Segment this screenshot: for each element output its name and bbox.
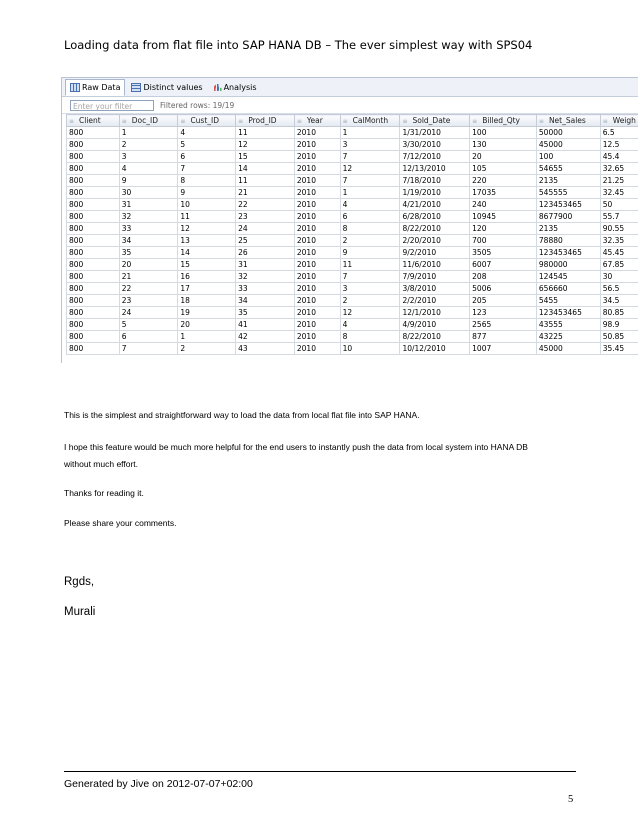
table-cell: 10 (340, 343, 400, 355)
table-cell: 800 (67, 247, 120, 259)
table-cell: 19 (178, 307, 236, 319)
table-cell: 11 (236, 127, 295, 139)
table-cell: 78880 (536, 235, 600, 247)
signoff-regards: Rgds, (64, 576, 95, 588)
grid-header-row (67, 115, 638, 127)
table-row[interactable] (67, 235, 638, 247)
column-type-icon: ≡ (538, 118, 544, 125)
table-cell: 2 (119, 139, 178, 151)
table-cell: 10/12/2010 (400, 343, 470, 355)
table-row[interactable] (67, 271, 638, 283)
table-cell: 124545 (536, 271, 600, 283)
table-row[interactable] (67, 223, 638, 235)
table-cell: 8677900 (536, 211, 600, 223)
table-cell: 8/22/2010 (400, 331, 470, 343)
table-cell: 4 (119, 163, 178, 175)
data-grid (66, 114, 638, 355)
table-cell: 9 (340, 247, 400, 259)
table-cell: 6/28/2010 (400, 211, 470, 223)
table-cell: 800 (67, 283, 120, 295)
table-cell: 6.5 (600, 127, 638, 139)
table-cell: 2010 (294, 307, 340, 319)
table-cell: 2010 (294, 247, 340, 259)
table-cell: 2010 (294, 223, 340, 235)
table-cell: 7/18/2010 (400, 175, 470, 187)
table-cell: 5455 (536, 295, 600, 307)
document-title: Loading data from flat file into SAP HANA DB – The ever simplest way with SPS04 (64, 38, 533, 52)
table-cell: 14 (178, 247, 236, 259)
table-cell: 12 (340, 163, 400, 175)
table-cell: 10 (178, 199, 236, 211)
table-cell: 45.45 (600, 247, 638, 259)
table-cell: 7/9/2010 (400, 271, 470, 283)
table-cell: 2565 (470, 319, 537, 331)
column-header-label: Weigh (612, 116, 636, 125)
table-cell: 34 (119, 235, 178, 247)
table-cell: 56.5 (600, 283, 638, 295)
column-header-label: Cust_ID (190, 116, 220, 125)
table-cell: 5 (119, 319, 178, 331)
table-cell: 11/6/2010 (400, 259, 470, 271)
table-cell: 8 (340, 331, 400, 343)
table-cell: 800 (67, 211, 120, 223)
table-cell: 100 (536, 151, 600, 163)
table-cell: 50 (600, 199, 638, 211)
filter-bar (62, 97, 638, 114)
table-cell: 205 (470, 295, 537, 307)
table-cell: 800 (67, 163, 120, 175)
table-cell: 800 (67, 223, 120, 235)
table-cell: 43225 (536, 331, 600, 343)
table-cell: 35 (119, 247, 178, 259)
table-cell: 4 (340, 199, 400, 211)
data-preview-screenshot (61, 77, 638, 363)
column-header[interactable] (294, 115, 340, 127)
table-cell: 980000 (536, 259, 600, 271)
table-cell: 7 (340, 175, 400, 187)
table-cell: 800 (67, 295, 120, 307)
table-cell: 6 (340, 211, 400, 223)
table-cell: 12.5 (600, 139, 638, 151)
table-cell: 6 (119, 331, 178, 343)
table-cell: 11 (340, 259, 400, 271)
table-row[interactable] (67, 187, 638, 199)
table-cell: 2010 (294, 211, 340, 223)
tab-raw-data[interactable] (65, 79, 125, 96)
column-header[interactable] (67, 115, 120, 127)
table-cell: 2/20/2010 (400, 235, 470, 247)
table-cell: 3505 (470, 247, 537, 259)
footer-generated-by: Generated by Jive on 2012-07-07+02:00 (64, 778, 253, 790)
table-cell: 800 (67, 127, 120, 139)
table-cell: 8 (340, 223, 400, 235)
table-cell: 1 (340, 187, 400, 199)
table-cell: 7 (119, 343, 178, 355)
table-cell: 12 (236, 139, 295, 151)
table-cell: 20 (178, 319, 236, 331)
grid-icon (70, 83, 80, 92)
table-cell: 7 (178, 163, 236, 175)
table-cell: 24 (119, 307, 178, 319)
table-row[interactable] (67, 139, 638, 151)
table-cell: 6 (178, 151, 236, 163)
column-type-icon: ≡ (69, 118, 75, 125)
filter-input[interactable]: Enter your filter (70, 100, 154, 111)
table-cell: 11 (236, 175, 295, 187)
paragraph-thanks: Thanks for reading it. (64, 488, 144, 498)
preview-tab-bar (62, 78, 638, 97)
table-row[interactable] (67, 283, 638, 295)
table-cell: 32.65 (600, 163, 638, 175)
table-cell: 123453465 (536, 247, 600, 259)
table-cell: 16 (178, 271, 236, 283)
tab-raw-data-label: Raw Data (82, 83, 121, 92)
column-header[interactable] (340, 115, 400, 127)
table-row[interactable] (67, 343, 638, 355)
table-cell: 9 (178, 187, 236, 199)
column-header-label: Doc_ID (131, 116, 158, 125)
paragraph-hope-line-1: I hope this feature would be much more helpful for the end users to instantly push the data from local system into HANA DB (64, 442, 528, 452)
table-row[interactable] (67, 295, 638, 307)
table-cell: 23 (236, 211, 295, 223)
table-cell: 10945 (470, 211, 537, 223)
page-number: 5 (568, 794, 574, 805)
tab-distinct-values-label: Distinct values (143, 83, 203, 92)
table-cell: 240 (470, 199, 537, 211)
column-type-icon: ≡ (602, 118, 608, 125)
table-cell: 32.45 (600, 187, 638, 199)
column-header[interactable] (470, 115, 537, 127)
table-row[interactable] (67, 163, 638, 175)
table-cell: 800 (67, 259, 120, 271)
table-cell: 42 (236, 331, 295, 343)
table-cell: 2/2/2010 (400, 295, 470, 307)
column-header[interactable] (119, 115, 178, 127)
table-cell: 34.5 (600, 295, 638, 307)
table-cell: 123 (470, 307, 537, 319)
table-cell: 32.35 (600, 235, 638, 247)
table-cell: 20 (119, 259, 178, 271)
table-cell: 22 (236, 199, 295, 211)
table-cell: 1 (178, 331, 236, 343)
table-cell: 2135 (536, 175, 600, 187)
analysis-chart-icon (214, 84, 222, 91)
table-cell: 2010 (294, 187, 340, 199)
table-cell: 54655 (536, 163, 600, 175)
table-cell: 130 (470, 139, 537, 151)
table-cell: 1 (340, 127, 400, 139)
table-cell: 35 (236, 307, 295, 319)
table-cell: 2010 (294, 199, 340, 211)
tab-distinct-values[interactable] (126, 79, 207, 96)
table-cell: 800 (67, 343, 120, 355)
column-header[interactable] (400, 115, 470, 127)
table-cell: 2 (340, 235, 400, 247)
table-cell: 17 (178, 283, 236, 295)
table-cell: 4 (178, 127, 236, 139)
table-cell: 8 (178, 175, 236, 187)
table-cell: 15 (236, 151, 295, 163)
grid-body (67, 127, 638, 355)
table-cell: 2010 (294, 295, 340, 307)
table-cell: 7 (340, 151, 400, 163)
table-cell: 18 (178, 295, 236, 307)
table-cell: 34 (236, 295, 295, 307)
table-cell: 67.85 (600, 259, 638, 271)
column-header-label: CalMonth (352, 116, 389, 125)
table-cell: 2 (178, 343, 236, 355)
column-header[interactable] (178, 115, 236, 127)
table-row[interactable] (67, 247, 638, 259)
table-row[interactable] (67, 211, 638, 223)
table-row[interactable] (67, 199, 638, 211)
table-cell: 7 (340, 271, 400, 283)
table-cell: 45.4 (600, 151, 638, 163)
table-cell: 2010 (294, 331, 340, 343)
table-row[interactable] (67, 331, 638, 343)
table-cell: 45000 (536, 139, 600, 151)
table-cell: 800 (67, 175, 120, 187)
table-cell: 50000 (536, 127, 600, 139)
table-cell: 25 (236, 235, 295, 247)
table-row[interactable] (67, 175, 638, 187)
table-cell: 1/19/2010 (400, 187, 470, 199)
table-cell: 100 (470, 127, 537, 139)
table-cell: 700 (470, 235, 537, 247)
table-cell: 21 (119, 271, 178, 283)
table-cell: 6007 (470, 259, 537, 271)
table-cell: 1/31/2010 (400, 127, 470, 139)
table-cell: 11 (178, 211, 236, 223)
column-header[interactable] (236, 115, 295, 127)
table-cell: 33 (236, 283, 295, 295)
table-cell: 14 (236, 163, 295, 175)
table-cell: 98.9 (600, 319, 638, 331)
table-cell: 3 (119, 151, 178, 163)
paragraph-share-comments: Please share your comments. (64, 518, 177, 528)
column-type-icon: ≡ (238, 118, 244, 125)
filtered-rows-count: Filtered rows: 19/19 (160, 100, 235, 110)
table-cell: 32 (119, 211, 178, 223)
table-cell: 20 (470, 151, 537, 163)
table-cell: 90.55 (600, 223, 638, 235)
table-cell: 4/9/2010 (400, 319, 470, 331)
table-cell: 800 (67, 187, 120, 199)
table-cell: 800 (67, 319, 120, 331)
table-cell: 2010 (294, 235, 340, 247)
table-cell: 32 (236, 271, 295, 283)
table-cell: 2 (340, 295, 400, 307)
column-type-icon: ≡ (402, 118, 408, 125)
table-cell: 9 (119, 175, 178, 187)
table-cell: 800 (67, 139, 120, 151)
table-cell: 43555 (536, 319, 600, 331)
table-cell: 800 (67, 235, 120, 247)
table-cell: 12/13/2010 (400, 163, 470, 175)
table-cell: 9/2/2010 (400, 247, 470, 259)
column-type-icon: ≡ (121, 118, 127, 125)
table-cell: 50.85 (600, 331, 638, 343)
table-cell: 45000 (536, 343, 600, 355)
column-header-label: Prod_ID (248, 116, 277, 125)
table-cell: 2010 (294, 271, 340, 283)
table-cell: 3/30/2010 (400, 139, 470, 151)
column-type-icon: ≡ (180, 118, 186, 125)
table-cell: 17035 (470, 187, 537, 199)
column-type-icon: ≡ (296, 118, 302, 125)
table-cell: 7/12/2010 (400, 151, 470, 163)
table-cell: 55.7 (600, 211, 638, 223)
table-cell: 800 (67, 331, 120, 343)
table-cell: 8/22/2010 (400, 223, 470, 235)
table-cell: 105 (470, 163, 537, 175)
table-cell: 1 (119, 127, 178, 139)
table-cell: 30 (600, 271, 638, 283)
tab-analysis-label: Analysis (223, 83, 257, 92)
table-cell: 2010 (294, 259, 340, 271)
table-cell: 23 (119, 295, 178, 307)
table-row[interactable] (67, 307, 638, 319)
table-cell: 31 (119, 199, 178, 211)
paragraph-simplest-way: This is the simplest and straightforward way to load the data from local flat file into SAP HANA. (64, 410, 420, 420)
table-cell: 656660 (536, 283, 600, 295)
table-cell: 220 (470, 175, 537, 187)
table-cell: 123453465 (536, 199, 600, 211)
table-cell: 123453465 (536, 307, 600, 319)
column-header[interactable] (536, 115, 600, 127)
table-cell: 1007 (470, 343, 537, 355)
column-header-label: Sold_Date (412, 116, 451, 125)
table-cell: 545555 (536, 187, 600, 199)
table-cell: 24 (236, 223, 295, 235)
column-type-icon: ≡ (342, 118, 348, 125)
table-cell: 26 (236, 247, 295, 259)
table-cell: 80.85 (600, 307, 638, 319)
paragraph-hope-line-2: without much effort. (64, 459, 139, 469)
distinct-values-icon (131, 83, 141, 92)
table-cell: 2010 (294, 139, 340, 151)
table-row[interactable] (67, 259, 638, 271)
signoff-author: Murali (64, 606, 96, 618)
table-cell: 2010 (294, 127, 340, 139)
table-cell: 22 (119, 283, 178, 295)
tab-analysis[interactable] (209, 79, 262, 96)
table-cell: 800 (67, 199, 120, 211)
column-header[interactable] (600, 115, 638, 127)
table-cell: 2135 (536, 223, 600, 235)
column-header-label: Billed_Qty (482, 116, 520, 125)
table-cell: 2010 (294, 283, 340, 295)
table-cell: 12 (178, 223, 236, 235)
table-cell: 33 (119, 223, 178, 235)
table-cell: 21.25 (600, 175, 638, 187)
table-cell: 120 (470, 223, 537, 235)
table-cell: 5006 (470, 283, 537, 295)
table-cell: 12 (340, 307, 400, 319)
table-cell: 877 (470, 331, 537, 343)
table-cell: 43 (236, 343, 295, 355)
table-cell: 800 (67, 271, 120, 283)
table-cell: 41 (236, 319, 295, 331)
table-cell: 2010 (294, 319, 340, 331)
column-header-label: Year (306, 116, 323, 125)
table-cell: 3 (340, 283, 400, 295)
table-row[interactable] (67, 319, 638, 331)
table-cell: 31 (236, 259, 295, 271)
column-type-icon: ≡ (472, 118, 478, 125)
column-header-label: Client (79, 116, 101, 125)
table-cell: 5 (178, 139, 236, 151)
table-cell: 2010 (294, 163, 340, 175)
table-cell: 21 (236, 187, 295, 199)
column-header-label: Net_Sales (548, 116, 586, 125)
table-cell: 15 (178, 259, 236, 271)
table-cell: 208 (470, 271, 537, 283)
table-cell: 30 (119, 187, 178, 199)
table-cell: 12/1/2010 (400, 307, 470, 319)
table-cell: 2010 (294, 343, 340, 355)
table-cell: 35.45 (600, 343, 638, 355)
table-cell: 2010 (294, 151, 340, 163)
table-cell: 3/8/2010 (400, 283, 470, 295)
table-row[interactable] (67, 151, 638, 163)
table-cell: 13 (178, 235, 236, 247)
table-cell: 800 (67, 151, 120, 163)
table-cell: 4 (340, 319, 400, 331)
table-cell: 4/21/2010 (400, 199, 470, 211)
table-row[interactable] (67, 127, 638, 139)
table-cell: 800 (67, 307, 120, 319)
footer-divider (64, 771, 576, 772)
table-cell: 3 (340, 139, 400, 151)
table-cell: 2010 (294, 175, 340, 187)
